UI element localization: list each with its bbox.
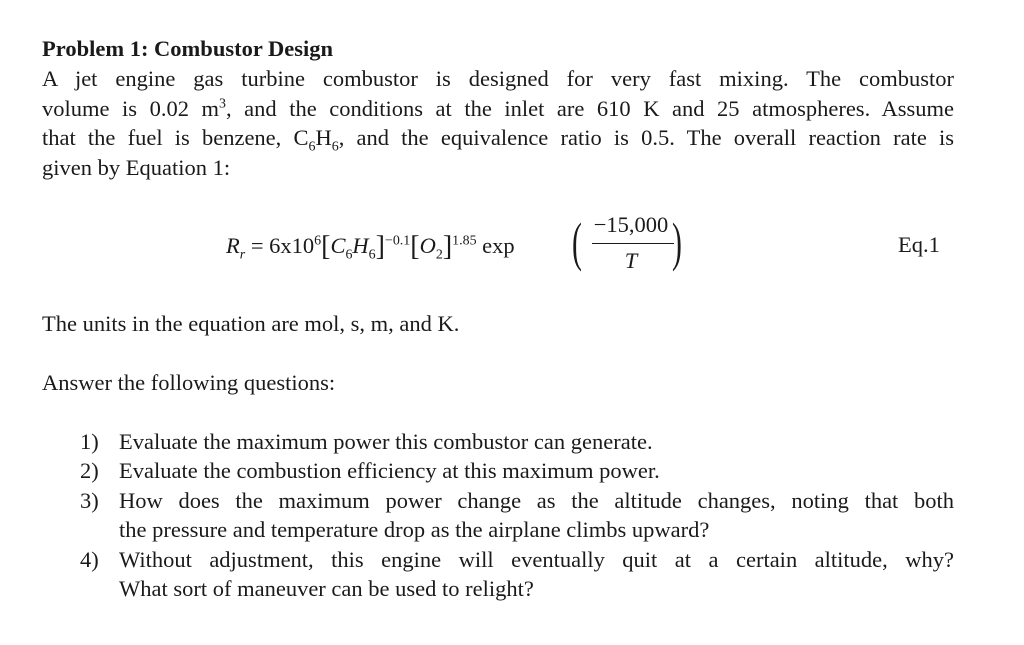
question-text: Evaluate the maximum power this combustor can generate. — [119, 429, 653, 454]
question-number: 4) — [80, 547, 99, 572]
oxygen-exponent: 1.85 — [452, 233, 477, 249]
fraction-denominator: T — [624, 248, 638, 273]
fraction-bar — [592, 243, 674, 244]
benzene-exponent: −0.1 — [384, 233, 411, 249]
question-text: Evaluate the combustion efficiency at this maximum power. — [119, 458, 660, 483]
statement-line-3: that the fuel is benzene, $C_6H_6$, and the equivalence ratio is 0.5. The overall reaction rate is — [42, 125, 955, 155]
statement-line-4: given by Equation 1: — [42, 154, 231, 180]
question-text: Without adjustment, this engine will eventually quit at a certain altitude, why? What sort of maneuver can be used to relight? — [119, 547, 954, 601]
rate-coefficient: $6x10^6$ — [269, 233, 322, 258]
exp-function: exp — [482, 233, 515, 258]
statement-line-2: volume is 0.02 $m^3$, and the conditions at the inlet are 610 K and 25 atmospheres. Assume — [42, 95, 954, 121]
question-text: How does the maximum power change as the altitude changes, noting that both the pressure and temperature drop as the airplane climbs upward? — [119, 488, 954, 542]
problem-statement — [42, 64, 954, 182]
problem-title: Problem 1: Combustor Design — [42, 36, 334, 61]
equation-label: Eq.1 — [898, 232, 940, 257]
statement-line-1: A jet engine gas turbine combustor is designed for very fast mixing. The combustor — [42, 66, 954, 91]
units-note: The units in the equation are mol, s, m, and K. — [42, 311, 460, 336]
question-number: 2) — [80, 458, 99, 483]
answer-prompt: Answer the following questions: — [42, 370, 336, 395]
question-number: 1) — [80, 429, 99, 454]
question-number: 3) — [80, 488, 99, 513]
fraction-numerator: −15,000 — [593, 212, 669, 237]
reaction-rate-equation: $R_r = 6x10^6[C_6H_6]^{-0.1}[O_2]^{1.85}$ exp ( −15,000 T ) — [226, 212, 682, 273]
rate-symbol: R — [226, 233, 240, 258]
